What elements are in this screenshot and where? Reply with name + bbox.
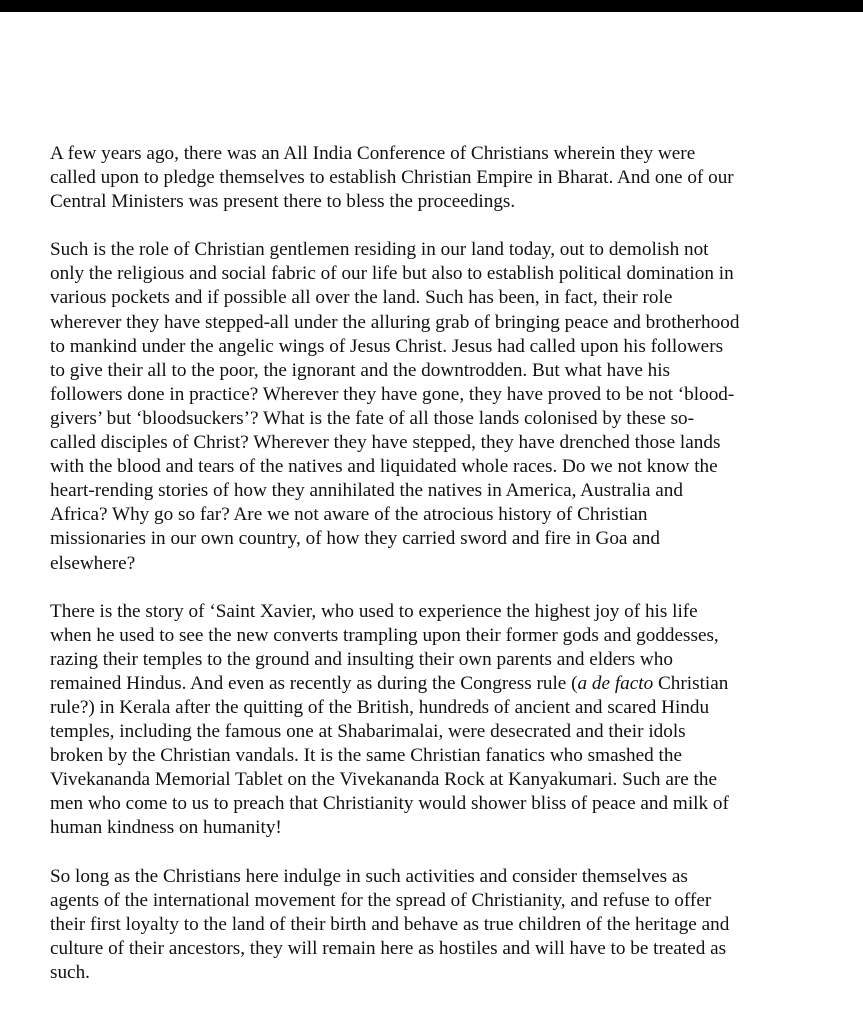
paragraph-1 (50, 142, 818, 214)
text-line: with the blood and tears of the natives and liquidated whole races. Do we not know the (50, 456, 718, 478)
text-line: elsewhere? (50, 552, 136, 574)
text-line: Vivekananda Memorial Tablet on the Vivekananda Rock at Kanyakumari. Such are the (50, 769, 717, 791)
text-line: A few years ago, there was an All India Conference of Christians wherein they were (50, 143, 696, 164)
text-line (50, 672, 818, 696)
text-line: missionaries in our own country, of how they carried sword and fire in Goa and (50, 528, 660, 550)
text-line: culture of their ancestors, they will remain here as hostiles and will have to be treated as (50, 937, 727, 959)
paragraph-2 (50, 238, 818, 575)
text-line: Africa? Why go so far? Are we not aware of the atrocious history of Christian (50, 504, 648, 526)
text-line: So long as the Christians here indulge in such activities and consider themselves as (50, 865, 688, 887)
text-line: when he used to see the new converts trampling upon their former gods and goddesses, (50, 624, 719, 646)
text-line: wherever they have stepped-all under the alluring grab of bringing peace and brotherhood (50, 311, 740, 333)
text-line: There is the story of ‘Saint Xavier, who used to experience the highest joy of his life (50, 600, 698, 622)
text-line: such. (50, 961, 90, 983)
paragraph-4 (50, 865, 818, 985)
text-line: their first loyalty to the land of their birth and behave as true children of the heritage and (50, 913, 730, 935)
text-line: givers’ but ‘bloodsuckers’? What is the fate of all those lands colonised by these so- (50, 407, 695, 429)
text-segment: remained Hindus. And even as recently as during the Congress rule ( (50, 672, 578, 694)
document-body (50, 142, 818, 1009)
text-line: razing their temples to the ground and insulting their own parents and elders who (50, 648, 673, 670)
paragraph-3 (50, 600, 818, 841)
text-line: various pockets and if possible all over the land. Such has been, in fact, their role (50, 287, 673, 309)
text-line: to give their all to the poor, the ignorant and the downtrodden. But what have his (50, 359, 671, 381)
text-line: broken by the Christian vandals. It is the same Christian fanatics who smashed the (50, 745, 682, 767)
text-line: human kindness on humanity! (50, 817, 282, 839)
top-black-bar (0, 0, 863, 12)
text-line: only the religious and social fabric of our life but also to establish political domination in (50, 263, 734, 285)
text-segment: Christian (653, 672, 729, 694)
text-line: temples, including the famous one at Shabarimalai, were desecrated and their idols (50, 721, 686, 743)
text-line: called disciples of Christ? Wherever they have stepped, they have drenched those lands (50, 432, 721, 454)
text-line: rule?) in Kerala after the quitting of the British, hundreds of ancient and scared Hindu (50, 696, 710, 718)
italic-phrase: a de facto (577, 672, 654, 694)
text-line: heart-rending stories of how they annihilated the natives in America, Australia and (50, 480, 683, 502)
text-line: followers done in practice? Wherever they have gone, they have proved to be not ‘blood- (50, 383, 735, 405)
text-line: to mankind under the angelic wings of Jesus Christ. Jesus had called upon his followers (50, 335, 724, 357)
text-line: agents of the international movement for the spread of Christianity, and refuse to offer (50, 889, 712, 911)
text-line: Such is the role of Christian gentlemen residing in our land today, out to demolish not (50, 239, 709, 261)
text-line: men who come to us to preach that Christianity would shower bliss of peace and milk of (50, 793, 729, 815)
text-line: called upon to pledge themselves to establish Christian Empire in Bharat. And one of our (50, 167, 734, 189)
text-line: Central Ministers was present there to bless the proceedings. (50, 191, 516, 213)
